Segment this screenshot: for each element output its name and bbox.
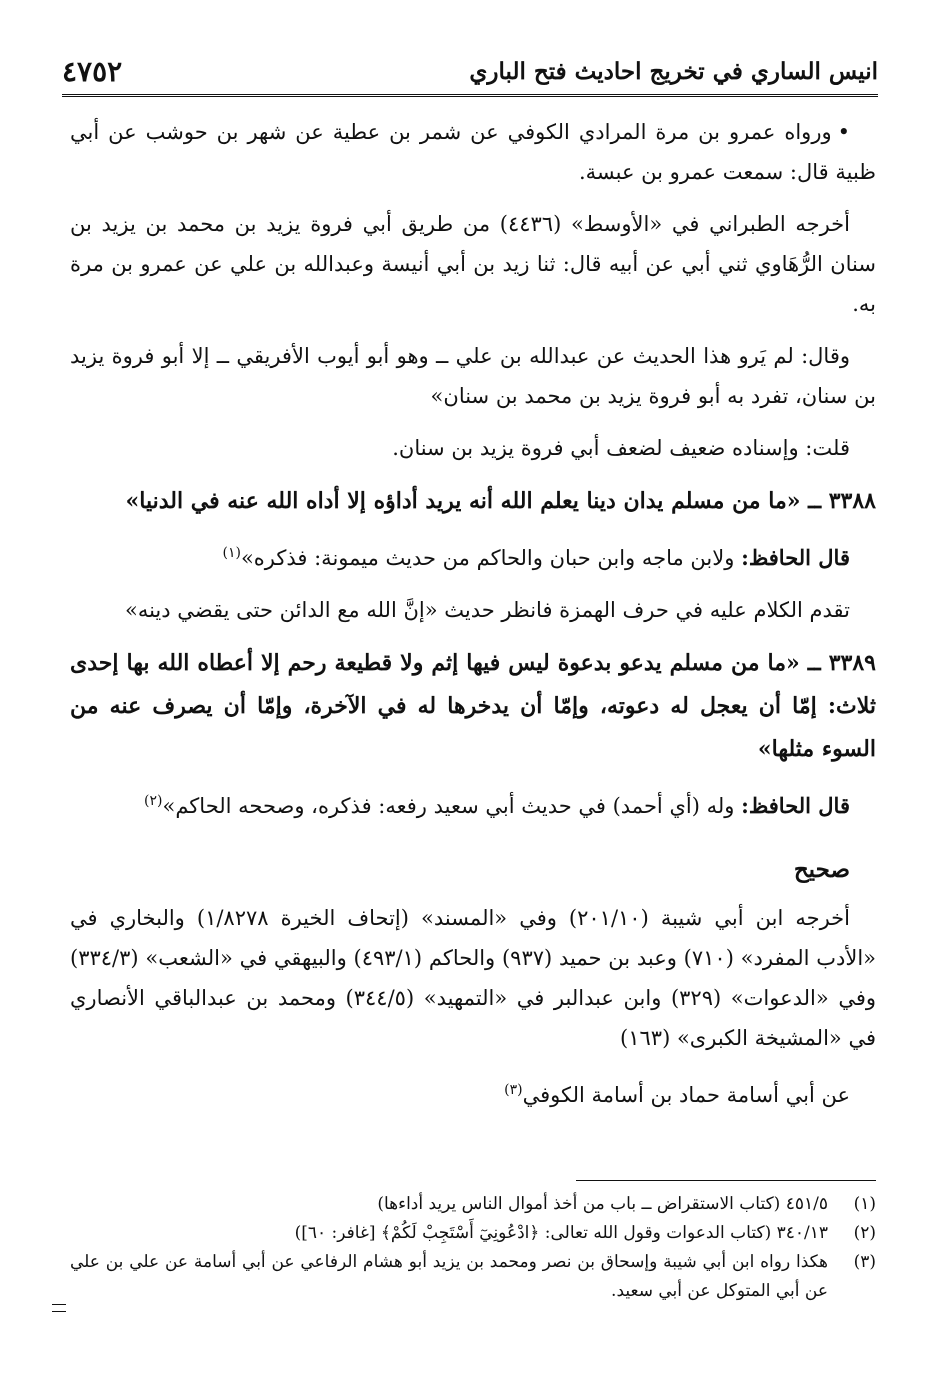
footnote-ref: (٢): [144, 793, 163, 809]
footnote-item: [70, 1219, 876, 1248]
hafiz-label: قال الحافظ:: [741, 793, 850, 818]
paragraph-cross-reference: تقدم الكلام عليه في حرف الهمزة فانظر حديث «إنَّ الله مع الدائن حتى يقضي دينه»: [124, 598, 850, 622]
paragraph-hafiz-3389: [70, 781, 876, 826]
main-text: [70, 112, 876, 1127]
page-number: ٤٧٥٢: [62, 54, 123, 88]
hafiz-text: وله (أي أحمد) في حديث أبي سعيد رفعه: فذكره، وصححه الحاكم»: [162, 794, 735, 818]
page-header: [62, 48, 878, 97]
footnote-item: [70, 1190, 876, 1219]
hadith-text: «ما من مسلم يدعو بدعوة ليس فيها إثم ولا قطيعة رحم إلا أعطاه الله بها إحدى ثلاث: إمّا أن يعجل له دعوته، وإمّا أن يدخرها له في الآخرة، وإمّا أن يصرف عنه من السوء مثلها»: [70, 650, 876, 762]
footnote-item: [70, 1248, 876, 1306]
hadith-number: ٣٣٨٩ ــ: [807, 650, 876, 676]
paragraph-takhrij-tabarani: أخرجه الطبراني في «الأوسط» (٤٤٣٦) من طريق أبي فروة يزيد بن محمد بن يزيد بن سنان الرُّهَاوي ثني أبي عن أبيه قال: ثنا زيد بن أبي أنيسة وعبدالله بن علي عن عمرو بن مرة به.: [70, 212, 876, 316]
footnote-text: ٣٤٠/١٣ (كتاب الدعوات وقول الله تعالى: ﴿ادْعُونِيٓ أَسْتَجِبْ لَكُمْ﴾ [غافر: ٦٠]): [294, 1223, 828, 1243]
footnote-ref: (١): [222, 545, 241, 561]
footnote-text: ٤٥١/٥ (كتاب الاستقراض ــ باب من أخذ أموال الناس يريد أداءها): [377, 1194, 828, 1214]
footnote-number: (٣): [853, 1252, 876, 1272]
hadith-number: ٣٣٨٨ ــ: [808, 488, 876, 514]
footnote-number: (١): [853, 1194, 876, 1214]
footnotes: [70, 1190, 876, 1306]
hadith-3388: [70, 480, 876, 523]
paragraph-chain: [70, 1070, 876, 1115]
paragraph-hafiz-3388: [70, 533, 876, 578]
book-title: انيس الساري في تخريج احاديث فتح الباري: [469, 57, 878, 85]
paragraph-text: ورواه عمرو بن مرة المرادي الكوفي عن شمر بن عطية عن شهر بن حوشب عن أبي ظبية قال: سمعت عمرو بن عبسة.: [70, 120, 876, 184]
hadith-3389: [70, 642, 876, 771]
margin-mark: [52, 1304, 66, 1312]
paragraph-author-note: قلت: وإسناده ضعيف لضعف أبي فروة يزيد بن سنان.: [392, 436, 850, 460]
paragraph-tabarani-comment: وقال: لم يَرو هذا الحديث عن عبدالله بن علي ــ وهو أبو أيوب الأفريقي ــ إلا أبو فروة يزيد بن سنان، تفرد به أبو فروة يزيد بن محمد بن سنان»: [70, 344, 876, 408]
paragraph-narration: [70, 112, 876, 192]
hadith-text: «ما من مسلم يدان دينا يعلم الله أنه يريد أداؤه إلا أداه الله عنه في الدنيا»: [125, 488, 801, 514]
grade-heading: صحيح: [793, 856, 850, 883]
footnote-number: (٢): [853, 1223, 876, 1243]
footnote-divider: [576, 1180, 876, 1181]
paragraph-takhrij-sources: أخرجه ابن أبي شيبة (٢٠١/١٠) وفي «المسند» (إتحاف الخيرة ١/٨٢٧٨) والبخاري في «الأدب المفرد» (٧١٠) وعبد بن حميد (٩٣٧) والحاكم (٤٩٣/١) والبيهقي في «الشعب» (٣٣٤/٣) وفي «الدعوات» (٣٢٩) وابن عبدالبر في «التمهيد» (٣٤٤/٥) ومحمد بن عبدالباقي الأنصاري في «المشيخة الكبرى» (١٦٣): [70, 906, 877, 1050]
footnote-text: هكذا رواه ابن أبي شيبة وإسحاق بن نصر ومحمد بن يزيد أبو هشام الرفاعي عن أبي أسامة عن علي بن علي عن أبي المتوكل عن أبي سعيد.: [70, 1252, 828, 1301]
chain-text: عن أبي أسامة حماد بن أسامة الكوفي: [522, 1083, 850, 1107]
hafiz-label: قال الحافظ:: [741, 545, 850, 570]
hafiz-text: ولابن ماجه وابن حبان والحاكم من حديث ميمونة: فذكره»: [240, 546, 735, 570]
footnote-ref: (٣): [504, 1082, 523, 1098]
